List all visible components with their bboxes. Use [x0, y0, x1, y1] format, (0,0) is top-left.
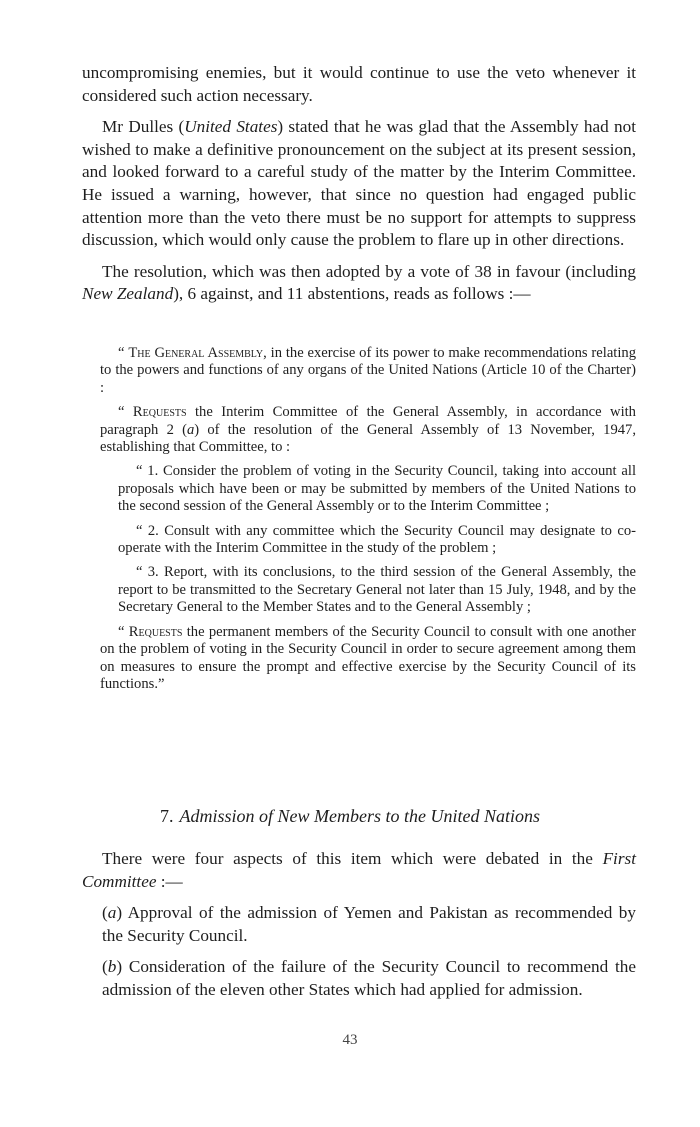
aspect-b-label: b [107, 957, 117, 977]
country-new-zealand: New Zealand [82, 284, 174, 304]
country-united-states: United States [184, 117, 278, 137]
resolution-vote: ), 6 against, and 11 abstentions, reads as follows :— [173, 284, 531, 304]
section-number: 7. [160, 806, 174, 826]
body-text-lower [82, 848, 636, 1011]
resolution-quote [100, 345, 636, 700]
resolution-preamble [100, 345, 636, 397]
page-number: 43 [342, 1032, 358, 1048]
resolution-requests-interim [100, 404, 636, 456]
paragraph-veto-continuation: uncompromising enemies, but it would continue to use the veto whenever it considered such action necessary. [82, 63, 636, 105]
resolution-item-3: “ 3. Report, with its conclusions, to the third session of the General Assembly, the report to be transmitted to the Secretary General not later than 15 July, 1948, and by the Secretary General to the Member States and to the General Assembly ; [118, 564, 636, 616]
aspect-a-text: Approval of the admission of Yemen and Pakistan as recommended by the Security Council. [102, 903, 636, 945]
body-text-upper [82, 62, 636, 315]
dulles-intro: Mr Dulles ( [102, 117, 185, 137]
aspects-dash: :— [156, 871, 183, 891]
aspect-a: (a) Approval of the admission of Yemen and Pakistan as recommended by the Security Council. [102, 903, 636, 945]
preamble-text: , in the exercise of its power to make recommendations relating to the powers and functions of any organs of the United Nations (Article 10 of the Charter) : [100, 345, 636, 396]
requests-smallcaps: Requests [128, 623, 183, 640]
paragraph-letter: a [186, 421, 195, 438]
dulles-statement: ) stated that he was glad that the Assembly had not wished to make a definitive pronouncement on the subject at its present session, and looked forward to a careful study of the matter by the Interim Committee. He issued a warning, however, that since no question had engaged public attention more than the veto there must be no support for attempts to suppress discussion, which would only cause the problem to flare up in other directions. [82, 117, 636, 250]
paragraph-four-aspects [82, 848, 636, 893]
resolution-item-1: “ 1. Consider the problem of voting in the Security Council, taking into account all proposals which have been or may be submitted by members of the United Nations to the second session of the General Assembly or to the Interim Committee ; [118, 463, 636, 515]
general-assembly-smallcaps: The General Assembly [128, 345, 264, 361]
requests-smallcaps: Requests [132, 404, 187, 421]
resolution-item-2: “ 2. Consult with any committee which the Security Council may designate to co-operate with the Interim Committee in the study of the problem ; [118, 522, 636, 557]
aspect-b: (b) Consideration of the failure of the Security Council to recommend the admission of the eleven other States which had applied for admission. [102, 957, 636, 999]
aspect-b-text: Consideration of the failure of the Security Council to recommend the admission of the eleven other States which had applied for admission. [102, 957, 636, 999]
paragraph-resolution-adopted [82, 261, 636, 306]
quote-mark: “ [118, 345, 129, 361]
quote-mark: “ [118, 404, 133, 421]
section-title: Admission of New Members to the United Nations [179, 806, 540, 826]
quote-mark: “ [118, 623, 129, 640]
requests-text-b: ) of the resolution of the General Assembly of 13 November, 1947, establishing that Committee, to : [100, 421, 636, 456]
first-committee: First Committee [82, 849, 636, 891]
requests-text-a: the Interim Committee of the General Assembly, in accordance with paragraph 2 ( [100, 404, 636, 438]
aspect-a-label: a [107, 903, 117, 923]
resolution-requests-permanent [100, 624, 636, 694]
aspects-intro: There were four aspects of this item which were debated in the [102, 849, 603, 868]
resolution-intro: The resolution, which was then adopted by a vote of 38 in favour (including [102, 261, 636, 281]
requests-permanent-text: the permanent members of the Security Council to consult with one another on the problem of voting in the Security Council in order to secure agreement among them on measures to ensure the prompt and effective exercise by the Security Council of its functions.” [100, 623, 636, 692]
paragraph-dulles [82, 116, 636, 252]
section-heading [0, 806, 700, 827]
